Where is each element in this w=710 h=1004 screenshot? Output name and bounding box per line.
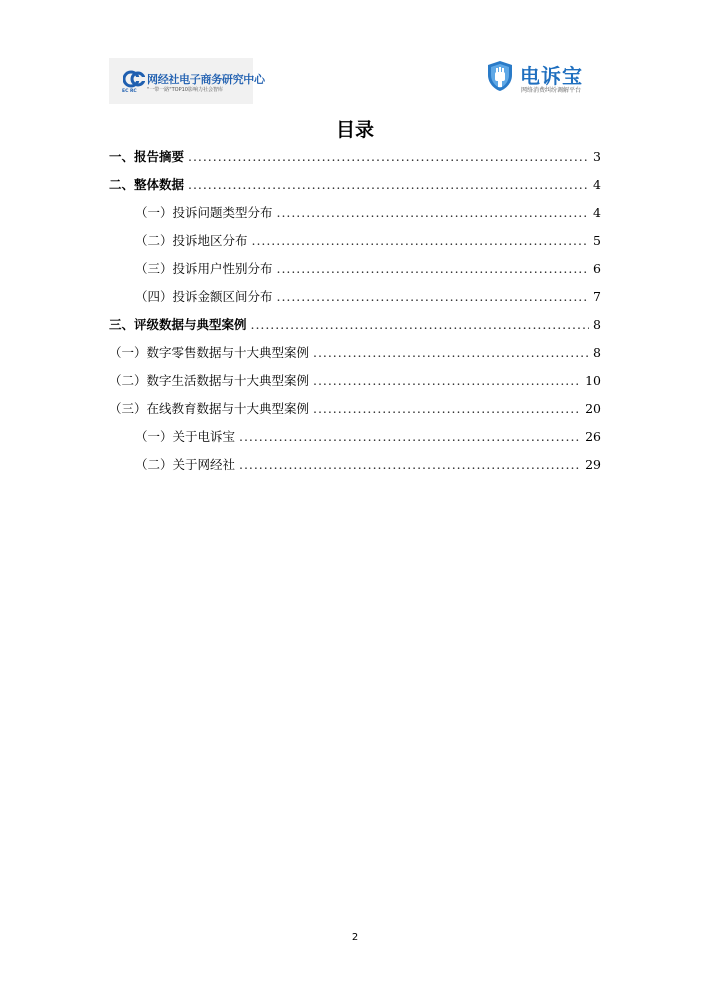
toc-entry-label: （四）投诉金额区间分布 [135, 289, 273, 304]
toc-dot-leader [239, 428, 581, 446]
toc-dot-leader [252, 232, 590, 250]
toc-entry-page: 20 [585, 401, 601, 416]
toc-entry-page: 5 [593, 233, 601, 248]
toc-entry[interactable] [109, 344, 601, 362]
toc-entry-page: 8 [593, 317, 601, 332]
toc-dot-leader [277, 260, 590, 278]
ec-research-center-logo [109, 58, 265, 104]
toc-dot-leader [277, 204, 590, 222]
toc-entry[interactable] [135, 232, 601, 250]
toc-entry-page: 3 [593, 149, 601, 164]
ec-logo-abbr: EC RC [122, 89, 137, 94]
toc-entry[interactable] [135, 204, 601, 222]
toc-entry[interactable] [135, 428, 601, 446]
toc-entry-page: 6 [593, 261, 601, 276]
dianshubao-tagline: 网络消费纠纷调解平台 [521, 87, 582, 94]
toc-dot-leader [239, 456, 581, 474]
toc-dot-leader [313, 372, 581, 390]
toc-entry-label: （一）关于电诉宝 [135, 429, 236, 444]
toc-entry[interactable] [109, 148, 601, 166]
toc-title: 目录 [335, 119, 374, 141]
toc-dot-leader [251, 316, 590, 334]
toc-entry-label: （二）投诉地区分布 [135, 233, 248, 248]
toc-entry[interactable] [135, 288, 601, 306]
dianshubao-logo [486, 60, 596, 96]
toc-entry-label: （二）数字生活数据与十大典型案例 [109, 373, 310, 388]
toc-entry[interactable] [109, 316, 601, 334]
toc-entry-page: 7 [593, 289, 601, 304]
toc-dot-leader [188, 176, 589, 194]
ec-logo-tagline: "一带一路"TOP10影响力社会智库 [147, 87, 223, 93]
toc-entry-label: （二）关于网经社 [135, 457, 236, 472]
toc-dot-leader [313, 400, 581, 418]
toc-entry-page: 10 [585, 373, 601, 388]
toc-entry-label: 一、报告摘要 [109, 149, 185, 164]
fist-shield-icon [486, 60, 514, 92]
toc-entry-page: 4 [593, 205, 601, 220]
page-number: 2 [351, 932, 359, 943]
toc-dot-leader [277, 288, 590, 306]
toc-entry-label: 三、评级数据与典型案例 [109, 317, 247, 332]
ec-logo-icon [123, 69, 145, 89]
toc-entry-label: 二、整体数据 [109, 177, 185, 192]
toc-entry-label: （三）投诉用户性别分布 [135, 261, 273, 276]
toc-entry-page: 8 [593, 345, 601, 360]
toc-entry-page: 29 [585, 457, 601, 472]
toc-entry[interactable] [109, 176, 601, 194]
toc-entry-label: （一）投诉问题类型分布 [135, 205, 273, 220]
toc-entry-label: （三）在线教育数据与十大典型案例 [109, 401, 310, 416]
toc-entry-page: 26 [585, 429, 601, 444]
toc-dot-leader [188, 148, 589, 166]
toc-entry[interactable] [109, 400, 601, 418]
dianshubao-name: 电诉宝 [520, 64, 583, 88]
toc-entry-label: （一）数字零售数据与十大典型案例 [109, 345, 310, 360]
toc-entry[interactable] [109, 372, 601, 390]
toc-dot-leader [313, 344, 589, 362]
ec-logo-name: 网经社电子商务研究中心 [147, 73, 265, 86]
toc-entry[interactable] [135, 260, 601, 278]
toc-entry-page: 4 [593, 177, 601, 192]
toc-entry[interactable] [135, 456, 601, 474]
